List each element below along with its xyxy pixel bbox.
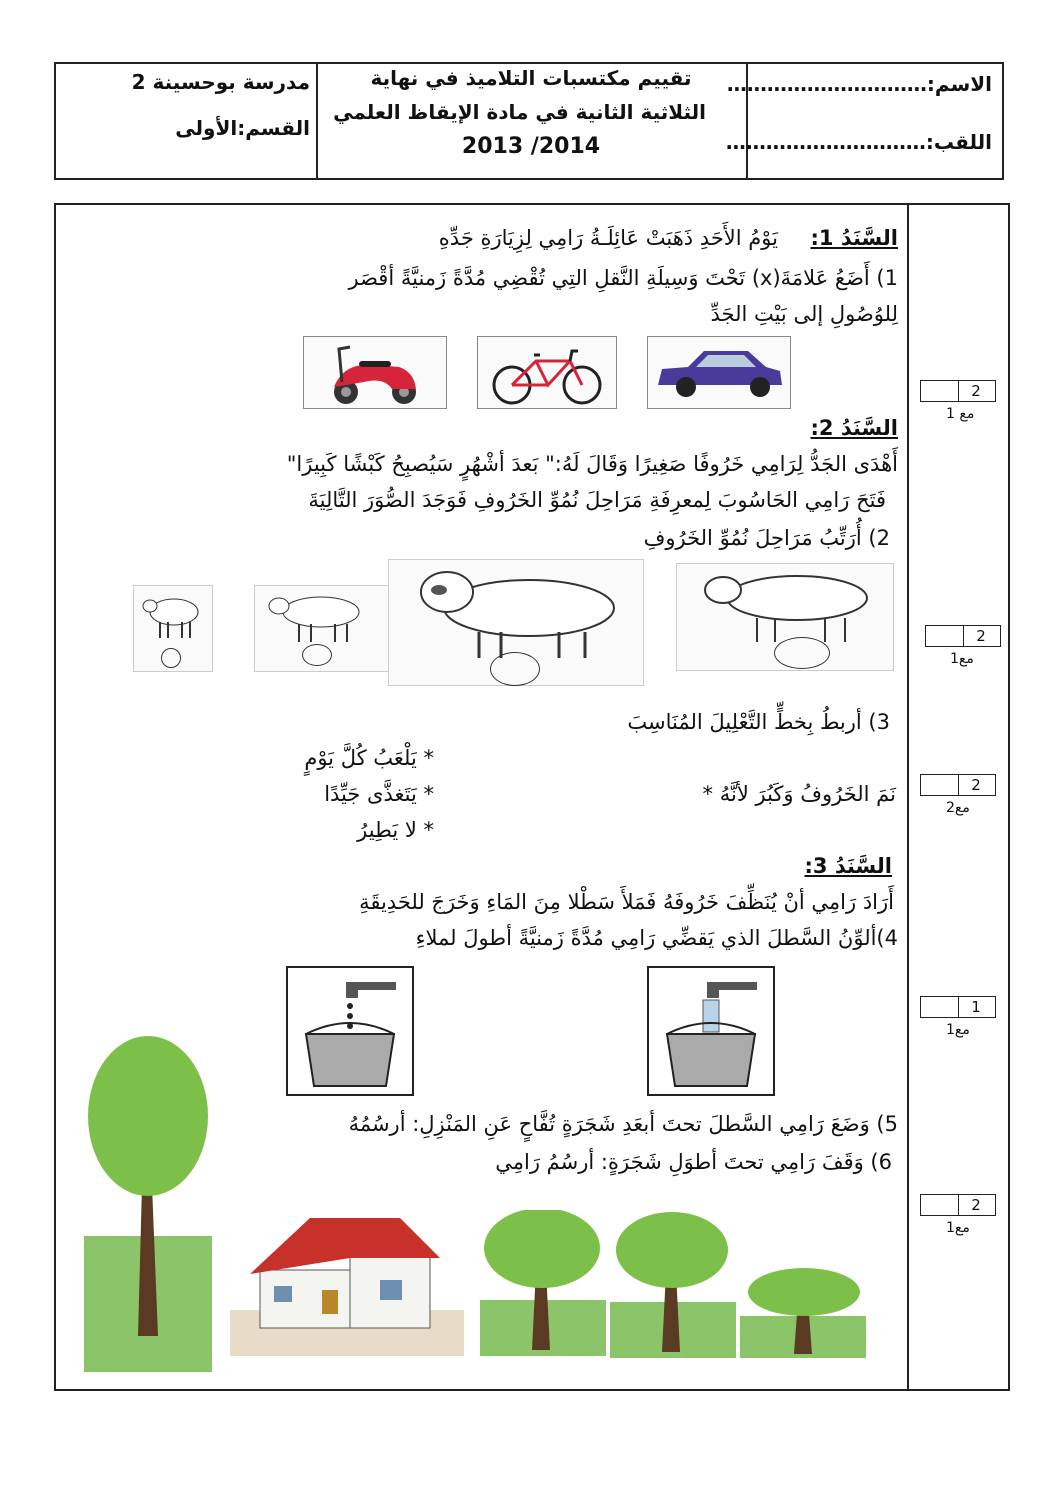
score-max-5: 2: [971, 1196, 981, 1214]
order-circle-1[interactable]: [161, 648, 181, 668]
section2-heading: [811, 416, 899, 440]
question5: 5) وَضَعَ رَامِي السَّطلَ تحتَ أبعَدِ شَجَرَةٍ تُفَّاحٍ عَنِ المَنْزِلِ: أرسُمُهُ: [348, 1112, 898, 1136]
score-criterion-2: مع1: [950, 651, 974, 667]
apple-tree-3-image[interactable]: [740, 1266, 866, 1358]
reason-stem[interactable]: نَمَ الخَرُوفُ وَكَبُرَ لأنَّهُ *: [702, 782, 896, 806]
car-image[interactable]: [647, 336, 791, 409]
title-line1: تقييم مكتسبات التلاميذ في نهاية: [370, 66, 692, 90]
section3-heading: [805, 854, 893, 878]
reason-option-2[interactable]: * يَتَغذَّى جَيِّدًا: [324, 782, 434, 806]
section2-line2: فَتَحَ رَامِي الحَاسُوبَ لِمعرِفَةِ مَرَاحِلَ نُمُوِّ الخَرُوفِ فَوَجَدَ الصُّوَرَ التَّالِيَةَ: [308, 488, 886, 512]
title-line2: الثلاثية الثانية في مادة الإيقاظ العلمي: [333, 100, 706, 124]
score-box-1[interactable]: [920, 380, 996, 402]
name-dots: …………………………: [726, 72, 927, 96]
score-box-5[interactable]: [920, 1194, 996, 1216]
score-max-3: 2: [971, 776, 981, 794]
tall-tree-image[interactable]: [84, 1036, 212, 1372]
surname-label: اللقب:: [925, 130, 992, 154]
class-name: القسم:الأولى: [175, 116, 310, 140]
section2-heading-text: السَّنَدُ 2:: [810, 416, 898, 440]
section1-text: يَوْمُ الأَحَدِ ذَهَبَتْ عَائِلَـةُ رَامِي لِزِيَارَةِ جَدِّهِ: [438, 226, 778, 250]
scooter-image[interactable]: [303, 336, 447, 409]
score-box-3[interactable]: [920, 774, 996, 796]
question1-line1: 1) أَضَعُ عَلامَةَ(x) تَحْتَ وَسِيلَةِ النَّقلِ التِي تُقْضِي مُدَّةً زَمنيَّةً أقْصَر: [348, 266, 898, 290]
question6: 6) وَقَفَ رَامِي تحتَ أطوَلِ شَجَرَةٍ: أرسُمُ رَامِي: [495, 1150, 892, 1174]
question1-line2: لِلوُصُولِ إلى بَيْتِ الجَدِّ: [710, 302, 898, 326]
bucket-stream-image[interactable]: [647, 966, 775, 1096]
score-max-2: 2: [976, 627, 986, 645]
name-label: الاسم:: [926, 72, 992, 96]
order-circle-3[interactable]: [490, 652, 540, 686]
question2: 2) أُرَتِّبُ مَرَاحِلَ نُمُوِّ الخَرُوفِ: [643, 526, 890, 550]
school-name: مدرسة بوحسينة 2: [131, 70, 310, 94]
surname-dots: …………………………: [725, 130, 926, 154]
house-image[interactable]: [230, 1210, 464, 1356]
score-criterion-1: مع 1: [946, 406, 975, 422]
score-max-4: 1: [971, 998, 981, 1016]
score-box-2[interactable]: [925, 625, 1001, 647]
apple-tree-2-image[interactable]: [610, 1212, 736, 1358]
question3: 3) أربطُ بِخطٍّ التَّعْلِيلَ المُنَاسِبَ: [627, 710, 890, 734]
score-column-divider: [907, 205, 909, 1389]
order-circle-2[interactable]: [302, 644, 332, 666]
score-criterion-4: مع1: [946, 1022, 970, 1038]
score-criterion-3: مع2: [946, 800, 970, 816]
score-criterion-5: مع1: [946, 1220, 970, 1236]
apple-tree-1-image[interactable]: [480, 1210, 606, 1356]
section1-heading: [811, 226, 899, 250]
bucket-drip-image[interactable]: [286, 966, 414, 1096]
section3-line1: أَرَادَ رَامِي أنْ يُنَظِّفَ خَرُوفَهُ فَمَلأَ سَطْلا مِنَ المَاءِ وَخَرَجَ للحَدِيقَةِ: [359, 890, 894, 914]
section3-heading-text: السَّنَدُ 3:: [804, 854, 892, 878]
section1-heading-text: السَّنَدُ 1:: [810, 226, 898, 250]
header-box: [54, 62, 1004, 180]
bicycle-image[interactable]: [477, 336, 617, 409]
score-max-1: 2: [971, 382, 981, 400]
score-box-4[interactable]: [920, 996, 996, 1018]
year: 2014/ 2013: [461, 134, 601, 159]
order-circle-4[interactable]: [774, 637, 830, 669]
header-divider: [316, 64, 318, 178]
reason-option-1[interactable]: * يَلْعَبُ كُلَّ يَوْمٍ: [304, 746, 434, 770]
surname-field: [726, 130, 992, 154]
question4: 4)ألوِّنُ السَّطلَ الذي يَقضِّي رَامِي مُدَّةً زَمنيَّةً أطولَ لملاءِ: [415, 926, 898, 950]
section2-line1: أَهْدَى الجَدُّ لِرَامِي خَرُوفًا صَغِيرًا وَقَالَ لَهُ:" بَعدَ أشْهُرٍ سَيُصبِحُ كَبْشًا كَبِيرًا": [286, 452, 898, 476]
name-field: [727, 72, 992, 96]
reason-option-3[interactable]: * لا يَطِيرُ: [357, 818, 434, 842]
